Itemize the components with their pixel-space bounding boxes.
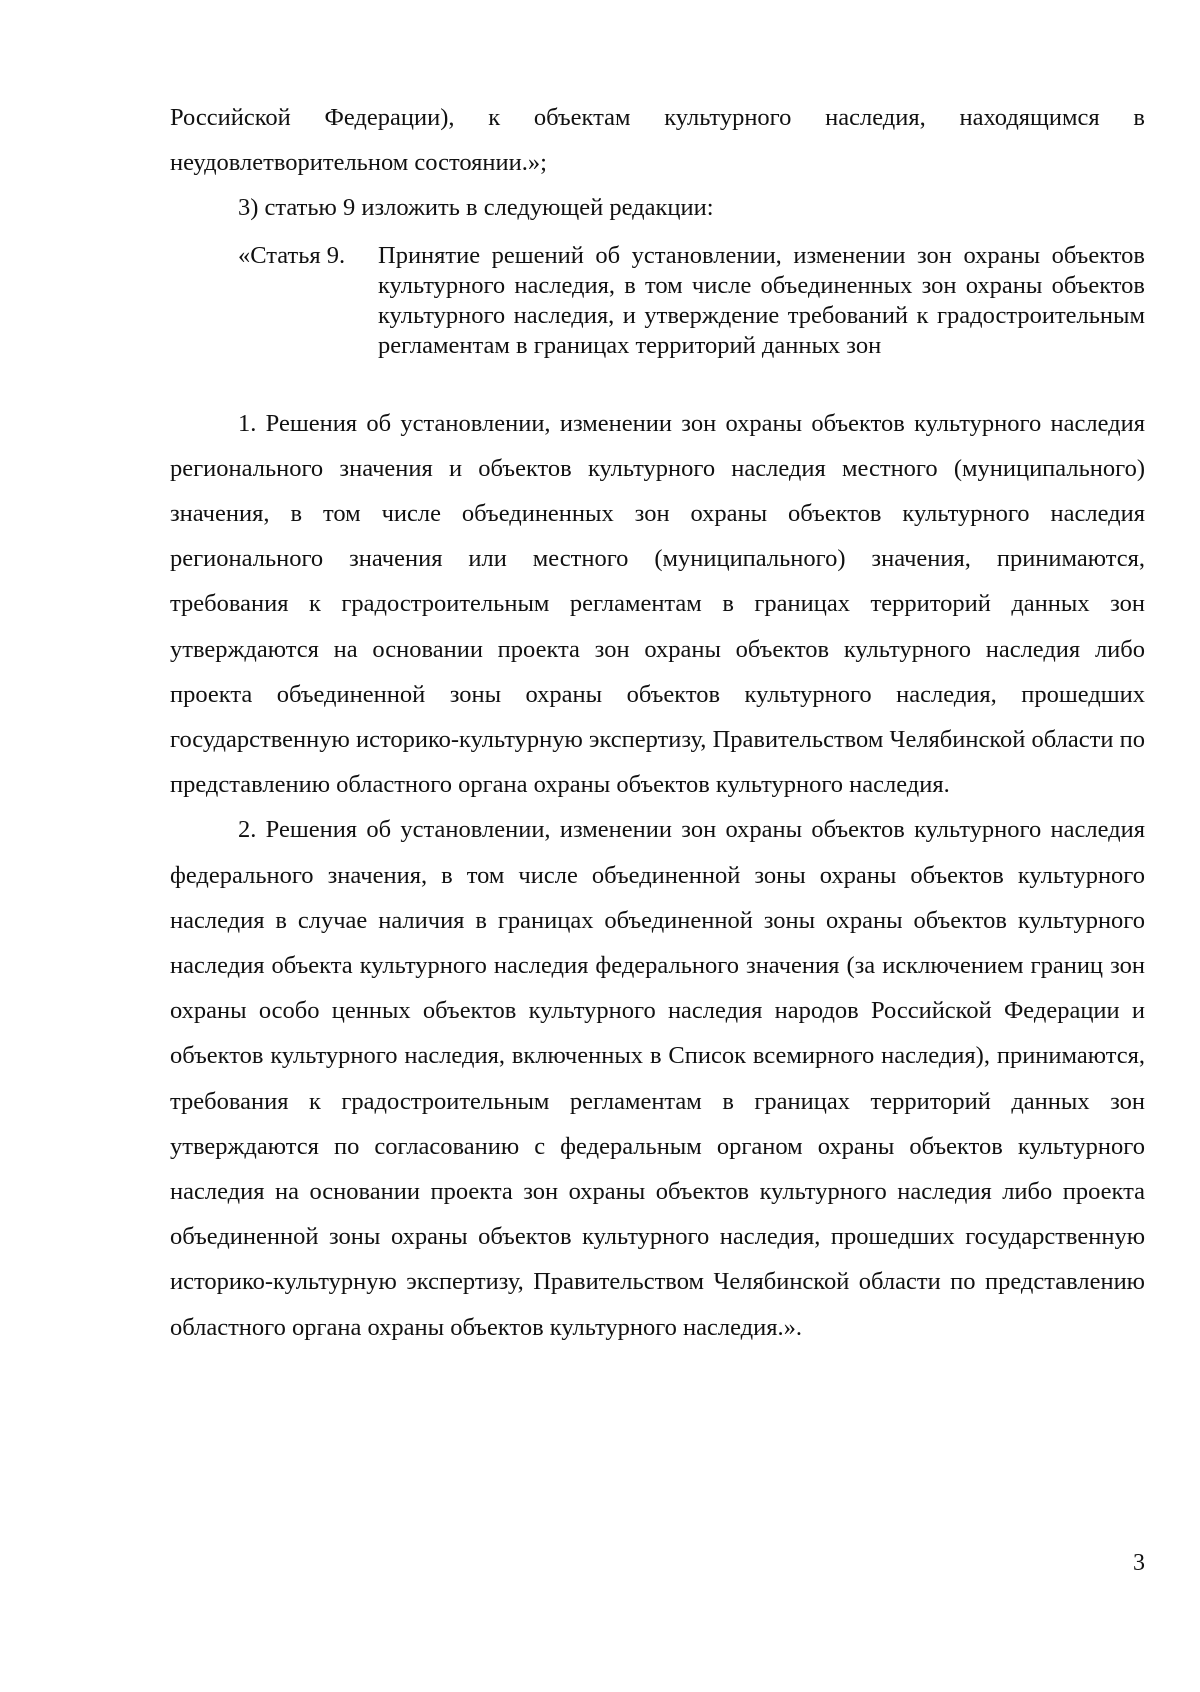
article-title: Принятие решений об установлении, изменении зон охраны объектов культурного наследия, в том числе объединенных зон охраны объектов культурного наследия, и утверждение требований к градостроительным регламентам в границах территорий данных зон — [378, 241, 1145, 359]
paragraph-2: 2. Решения об установлении, изменении зон охраны объектов культурного наследия федерального значения, в том числе объединенной зоны охраны объектов культурного наследия в случае наличия в границах объединенной зоны охраны объектов культурного наследия объекта культурного наследия федерального значения (за исключением границ зон охраны особо ценных объектов культурного наследия народов Российской Федерации и объектов культурного наследия, включенных в Список всемирного наследия), принимаются, требования к градостроительным регламентам в границах территорий данных зон утверждаются по согласованию с федеральным органом охраны объектов культурного наследия на основании проекта зон охраны объектов культурного наследия либо проекта объединенной зоны охраны объектов культурного наследия, прошедших государственную историко-культурную экспертизу, Правительством Челябинской области по представлению областного органа охраны объектов культурного наследия.». — [170, 816, 1145, 1341]
article-number: «Статья 9. — [238, 241, 346, 269]
article-heading — [238, 241, 1145, 361]
item-3-text: 3) статью 9 изложить в следующей редакции: — [238, 194, 714, 222]
intro-text: Российской Федерации), к объектам культурного наследия, находящимся в неудовлетворительном состоянии.»; — [170, 104, 1145, 177]
paragraph-1: 1. Решения об установлении, изменении зон охраны объектов культурного наследия регионального значения и объектов культурного наследия местного (муниципального) значения, в том числе объединенных зон охраны объектов культурного наследия регионального значения или местного (муниципального) значения, принимаются, требования к градостроительным регламентам в границах территорий данных зон утверждаются на основании проекта зон охраны объектов культурного наследия либо проекта объединенной зоны охраны объектов культурного наследия, прошедших государственную историко-культурную экспертизу, Правительством Челябинской области по представлению областного органа охраны объектов культурного наследия. — [170, 409, 1145, 799]
document-page — [170, 95, 1145, 1350]
page-number: 3 — [1133, 1550, 1145, 1576]
